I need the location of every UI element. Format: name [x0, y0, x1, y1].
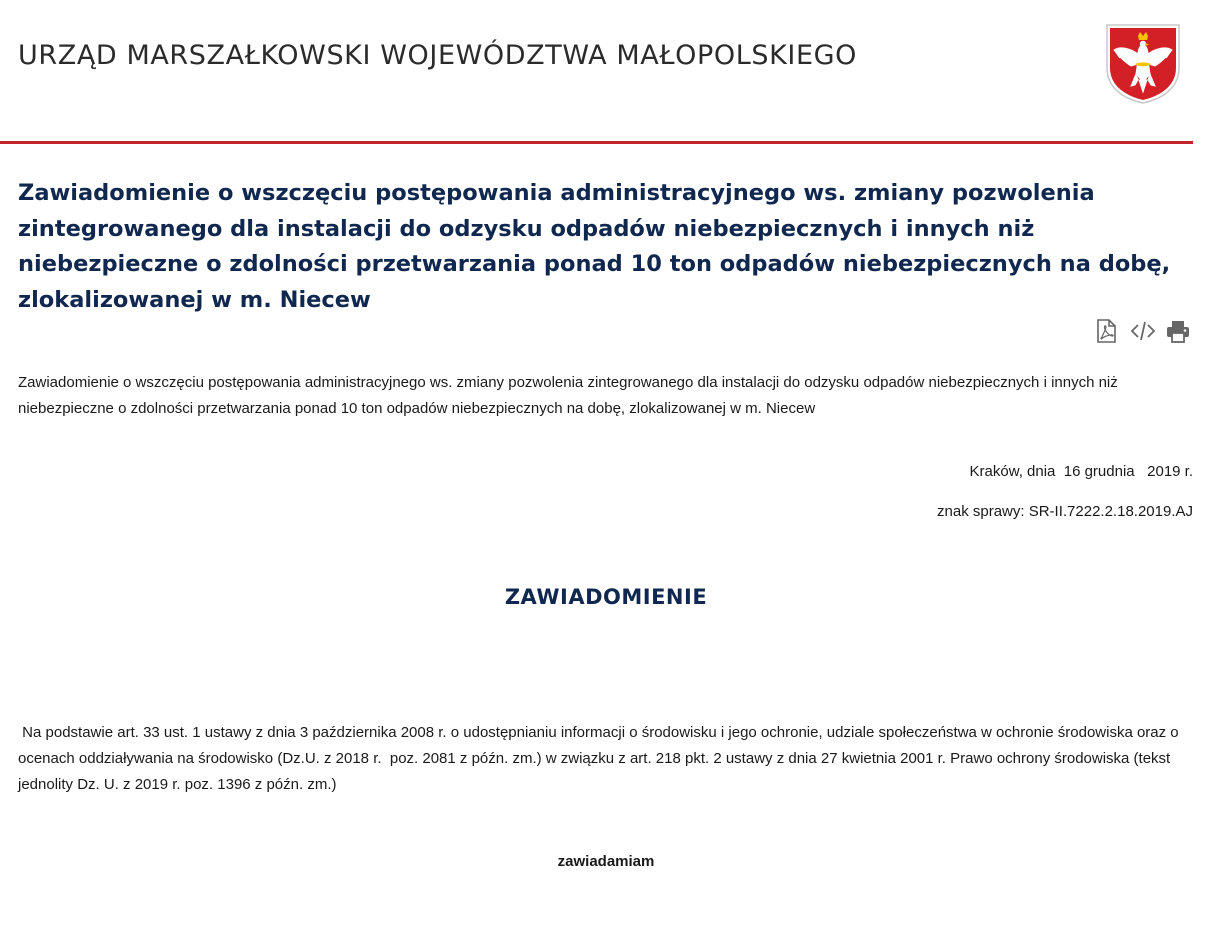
article-title: Zawiadomienie o wszczęciu postępowania administracyjnego ws. zmiany pozwolenia zintegrowanego dla instalacji do odzysku odpadów niebezpiecznych i innych niż niebezpieczne o zdolności przetwarzania ponad 10 ton odpadów niebezpiecznych na dobę, zlokalizowanej w m. Niecew	[18, 180, 1171, 313]
pdf-icon[interactable]	[1094, 318, 1118, 344]
closing-word: zawiadamiam	[557, 853, 655, 870]
place-and-date: Kraków, dnia 16 grudnia 2019 r.	[969, 463, 1193, 480]
article-lead: Zawiadomienie o wszczęciu postępowania administracyjnego ws. zmiany pozwolenia zintegrowanego dla instalacji do odzysku odpadów niebezpiecznych i innych niż niebezpieczne o zdolności przetwarzania ponad 10 ton odpadów niebezpiecznych na dobę, zlokalizowanej w m. Niecew	[18, 374, 1118, 417]
document-heading: ZAWIADOMIENIE	[504, 585, 708, 609]
organization-name[interactable]: URZĄD MARSZAŁKOWSKI WOJEWÓDZTWA MAŁOPOLSKIEGO	[18, 40, 858, 71]
code-icon[interactable]	[1130, 318, 1154, 344]
header-divider	[0, 141, 1193, 144]
case-reference: znak sprawy: SR-II.7222.2.18.2019.AJ	[937, 503, 1193, 520]
legal-basis-paragraph: Na podstawie art. 33 ust. 1 ustawy z dnia 3 października 2008 r. o udostępnianiu informacji o środowisku i jego ochronie, udziale społeczeństwa w ochronie środowiska oraz o ocenach oddziaływania na środowisko (Dz.U. z 2018 r. poz. 2081 z późn. zm.) w związku z art. 218 pkt. 2 ustawy z dnia 27 kwietnia 2001 r. Prawo ochrony środowiska (tekst jednolity Dz. U. z 2019 r. poz. 1396 z późn. zm.)	[18, 724, 1183, 793]
print-icon[interactable]	[1166, 318, 1190, 344]
site-header	[0, 0, 1228, 144]
malopolska-crest-icon[interactable]	[1104, 22, 1182, 104]
article-toolbar	[1094, 318, 1194, 344]
